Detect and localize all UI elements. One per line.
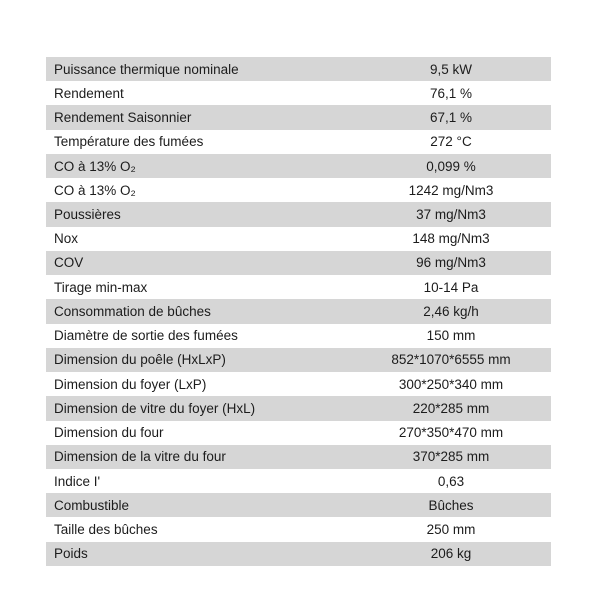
spec-row-co-mg (46, 178, 551, 202)
spec-row-flue-temperature (46, 130, 551, 154)
spec-label: Rendement Saisonnier (54, 110, 192, 126)
spec-row-log-size (46, 517, 551, 541)
spec-row-draught (46, 275, 551, 299)
spec-value: 148 mg/Nm3 (412, 231, 490, 247)
spec-row-weight (46, 542, 551, 566)
spec-value: 9,5 kW (429, 61, 472, 77)
spec-row-stove-dimensions (46, 348, 551, 372)
spec-label: Nox (54, 231, 79, 247)
spec-value: 37 mg/Nm3 (416, 207, 486, 223)
spec-row-cov (46, 251, 551, 275)
spec-value: 0,63 (437, 473, 465, 489)
spec-value: 150 mm (426, 328, 476, 344)
spec-label: CO à 13% O₂ (54, 182, 136, 198)
spec-value: Bûches (428, 497, 474, 513)
spec-row-firebox-dimensions (46, 372, 551, 396)
spec-label: Taille des bûches (54, 522, 158, 538)
spec-label: Indice I' (54, 473, 101, 489)
spec-value: 67,1 % (429, 110, 473, 126)
spec-value: 250 mm (426, 522, 476, 538)
spec-row-fuel (46, 493, 551, 517)
spec-row-co-percent (46, 154, 551, 178)
spec-row-firebox-glass (46, 396, 551, 420)
spec-label: Poids (54, 546, 88, 562)
spec-value: 220*285 mm (412, 400, 490, 416)
spec-label: Tirage min-max (54, 279, 148, 295)
spec-label: Dimension du poêle (HxLxP) (54, 352, 226, 368)
spec-value: 96 mg/Nm3 (416, 255, 486, 271)
spec-row-flue-diameter (46, 324, 551, 348)
spec-value: 76,1 % (429, 85, 473, 101)
spec-value: 270*350*470 mm (398, 425, 504, 441)
spec-row-oven-dimensions (46, 421, 551, 445)
spec-value: 1242 mg/Nm3 (408, 182, 494, 198)
spec-row-nominal-power (46, 57, 551, 81)
spec-label: Puissance thermique nominale (54, 61, 239, 77)
spec-row-log-consumption (46, 299, 551, 323)
spec-value: 370*285 mm (412, 449, 490, 465)
spec-label: Dimension du foyer (LxP) (54, 376, 207, 392)
spec-row-oven-glass (46, 445, 551, 469)
spec-label: Dimension de la vitre du four (54, 449, 226, 465)
spec-row-nox (46, 227, 551, 251)
spec-value: 10-14 Pa (423, 279, 479, 295)
spec-value: 206 kg (430, 546, 472, 562)
spec-value: 2,46 kg/h (423, 303, 479, 319)
spec-label: CO à 13% O₂ (54, 158, 136, 174)
spec-label: Dimension du four (54, 425, 164, 441)
spec-row-dust (46, 202, 551, 226)
spec-value: 852*1070*6555 mm (391, 352, 511, 368)
spec-value: 300*250*340 mm (398, 376, 504, 392)
spec-label: Poussières (54, 207, 121, 223)
spec-row-efficiency (46, 81, 551, 105)
spec-label: Diamètre de sortie des fumées (54, 328, 238, 344)
spec-label: Dimension de vitre du foyer (HxL) (54, 400, 256, 416)
spec-table (46, 57, 551, 566)
spec-label: Consommation de bûches (54, 303, 211, 319)
spec-label: COV (54, 255, 84, 271)
spec-label: Combustible (54, 497, 130, 513)
spec-row-seasonal-efficiency (46, 105, 551, 129)
spec-value: 0,099 % (426, 158, 476, 174)
spec-row-index (46, 469, 551, 493)
spec-label: Rendement (54, 85, 124, 101)
spec-label: Température des fumées (54, 134, 204, 150)
spec-value: 272 °C (430, 134, 472, 150)
